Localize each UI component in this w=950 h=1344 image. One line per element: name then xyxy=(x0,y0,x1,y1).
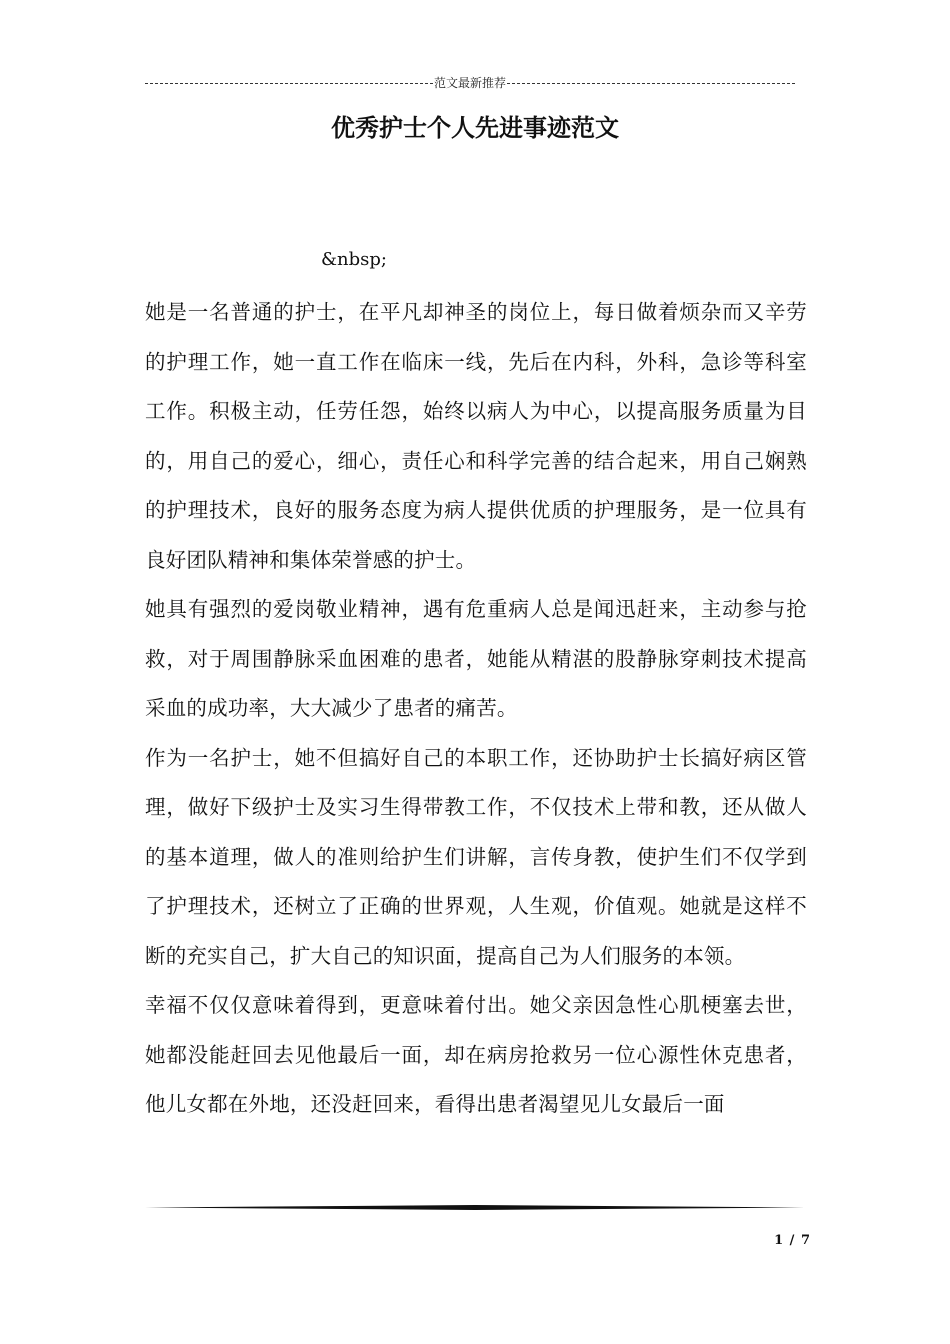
paragraph-1: 她是一名普通的护士，在平凡却神圣的岗位上，每日做着烦杂而又辛劳的护理工作，她一直工作在临床一线，先后在内科，外科，急诊等科室工作。积极主动，任劳任怨，始终以病人为中心，以提高服务质量为目的，用自己的爱心，细心，责任心和科学完善的结合起来，用自己娴熟的护理技术，良好的服务态度为病人提供优质的护理服务，是一位具有良好团队精神和集体荣誉感的护士。 xyxy=(145,300,807,572)
paragraph-2: 她具有强烈的爱岗敬业精神，遇有危重病人总是闻迅赶来，主动参与抢救，对于周围静脉采血困难的患者，她能从精湛的股静脉穿刺技术提高采血的成功率，大大减少了患者的痛苦。 xyxy=(145,597,807,720)
header-dash-left xyxy=(145,83,433,84)
page-header xyxy=(145,74,795,92)
document-title: 优秀护士个人先进事迹范文 xyxy=(331,114,619,142)
header-dash-right xyxy=(507,83,795,84)
paragraph-3: 作为一名护士，她不但搞好自己的本职工作，还协助护士长搞好病区管理，做好下级护士及实习生得带教工作，不仅技术上带和教，还从做人的基本道理，做人的准则给护生们讲解，言传身教，使护生们不仅学到了护理技术，还树立了正确的世界观，人生观，价值观。她就是这样不断的充实自己，扩大自己的知识面，提高自己为人们服务的本领。 xyxy=(145,745,807,968)
document-body xyxy=(145,288,807,1130)
nbsp-placeholder-text: &nbsp; xyxy=(321,249,387,270)
header-label: 范文最新推荐 xyxy=(434,76,507,90)
paragraph-4: 幸福不仅仅意味着得到，更意味着付出。她父亲因急性心肌梗塞去世，她都没能赶回去见他最后一面，却在病房抢救另一位心源性休克患者，他儿女都在外地，还没赶回来，看得出患者渴望见儿女最后一面 xyxy=(145,993,807,1116)
page-number: 1 / 7 xyxy=(774,1233,810,1248)
footer-rule xyxy=(145,1205,805,1210)
